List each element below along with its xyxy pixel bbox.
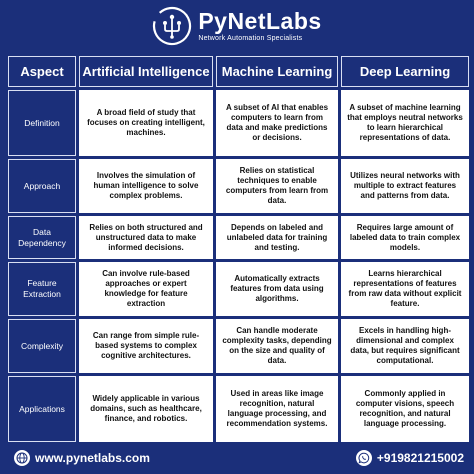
phone-text: +919821215002: [376, 450, 464, 465]
ml-cell: Can handle moderate complexity tasks, depending on the size and quality of data.: [216, 319, 338, 373]
table-row: [8, 90, 469, 156]
brand: [198, 9, 321, 43]
table-row: [8, 262, 469, 316]
column-header-aspect: Aspect: [8, 56, 76, 87]
ml-cell: Depends on labeled and unlabeled data for training and testing.: [216, 216, 338, 259]
dl-cell: A subset of machine learning that employs neutral networks to learn hierarchical representations of data.: [341, 90, 469, 156]
phone-link[interactable]: [356, 450, 464, 466]
column-header-dl: Deep Learning: [341, 56, 469, 87]
website-link[interactable]: [14, 450, 150, 466]
ai-cell: Involves the simulation of human intelligence to solve complex problems.: [79, 159, 213, 213]
globe-icon: [14, 450, 30, 466]
dl-cell: Commonly applied in computer visions, speech recognition, and natural language processing.: [341, 376, 469, 442]
pynetlabs-logo-icon: [152, 6, 192, 46]
ml-cell: Automatically extracts features from data using algorithms.: [216, 262, 338, 316]
table-header-row: [8, 56, 469, 87]
aspect-cell: Approach: [8, 159, 76, 213]
table-row: [8, 319, 469, 373]
dl-cell: Utilizes neural networks with multiple to extract features and patterns from data.: [341, 159, 469, 213]
table-row: [8, 216, 469, 259]
ml-cell: A subset of AI that enables computers to learn from data and make predictions or decisions.: [216, 90, 338, 156]
dl-cell: Excels in handling high-dimensional and complex data, but requires significant computational.: [341, 319, 469, 373]
aspect-cell: Applications: [8, 376, 76, 442]
aspect-cell: Data Dependency: [8, 216, 76, 259]
comparison-table: [5, 53, 472, 445]
ai-cell: Can involve rule-based approaches or expert knowledge for feature extraction: [79, 262, 213, 316]
aspect-cell: Definition: [8, 90, 76, 156]
ai-cell: Relies on both structured and unstructured data to make informed decisions.: [79, 216, 213, 259]
aspect-cell: Feature Extraction: [8, 262, 76, 316]
ai-cell: Can range from simple rule-based systems to complex cognitive architectures.: [79, 319, 213, 373]
ml-cell: Used in areas like image recognition, natural language processing, and recommendation systems.: [216, 376, 338, 442]
whatsapp-icon: [356, 450, 372, 466]
header: [0, 0, 474, 52]
table-row: [8, 159, 469, 213]
ai-cell: Widely applicable in various domains, such as healthcare, finance, and robotics.: [79, 376, 213, 442]
column-header-ml: Machine Learning: [216, 56, 338, 87]
column-header-ai: Artificial Intelligence: [79, 56, 213, 87]
dl-cell: Learns hierarchical representations of features from raw data without explicit feature.: [341, 262, 469, 316]
brand-tagline: Network Automation Specialists: [198, 35, 303, 42]
footer: [0, 441, 474, 474]
table-row: [8, 376, 469, 442]
brand-name: PyNetLabs: [198, 8, 322, 34]
website-text: www.pynetlabs.com: [35, 450, 150, 465]
ai-cell: A broad field of study that focuses on creating intelligent, machines.: [79, 90, 213, 156]
aspect-cell: Complexity: [8, 319, 76, 373]
ml-cell: Relies on statistical techniques to enable computers from learn from data.: [216, 159, 338, 213]
dl-cell: Requires large amount of labeled data to train complex models.: [341, 216, 469, 259]
